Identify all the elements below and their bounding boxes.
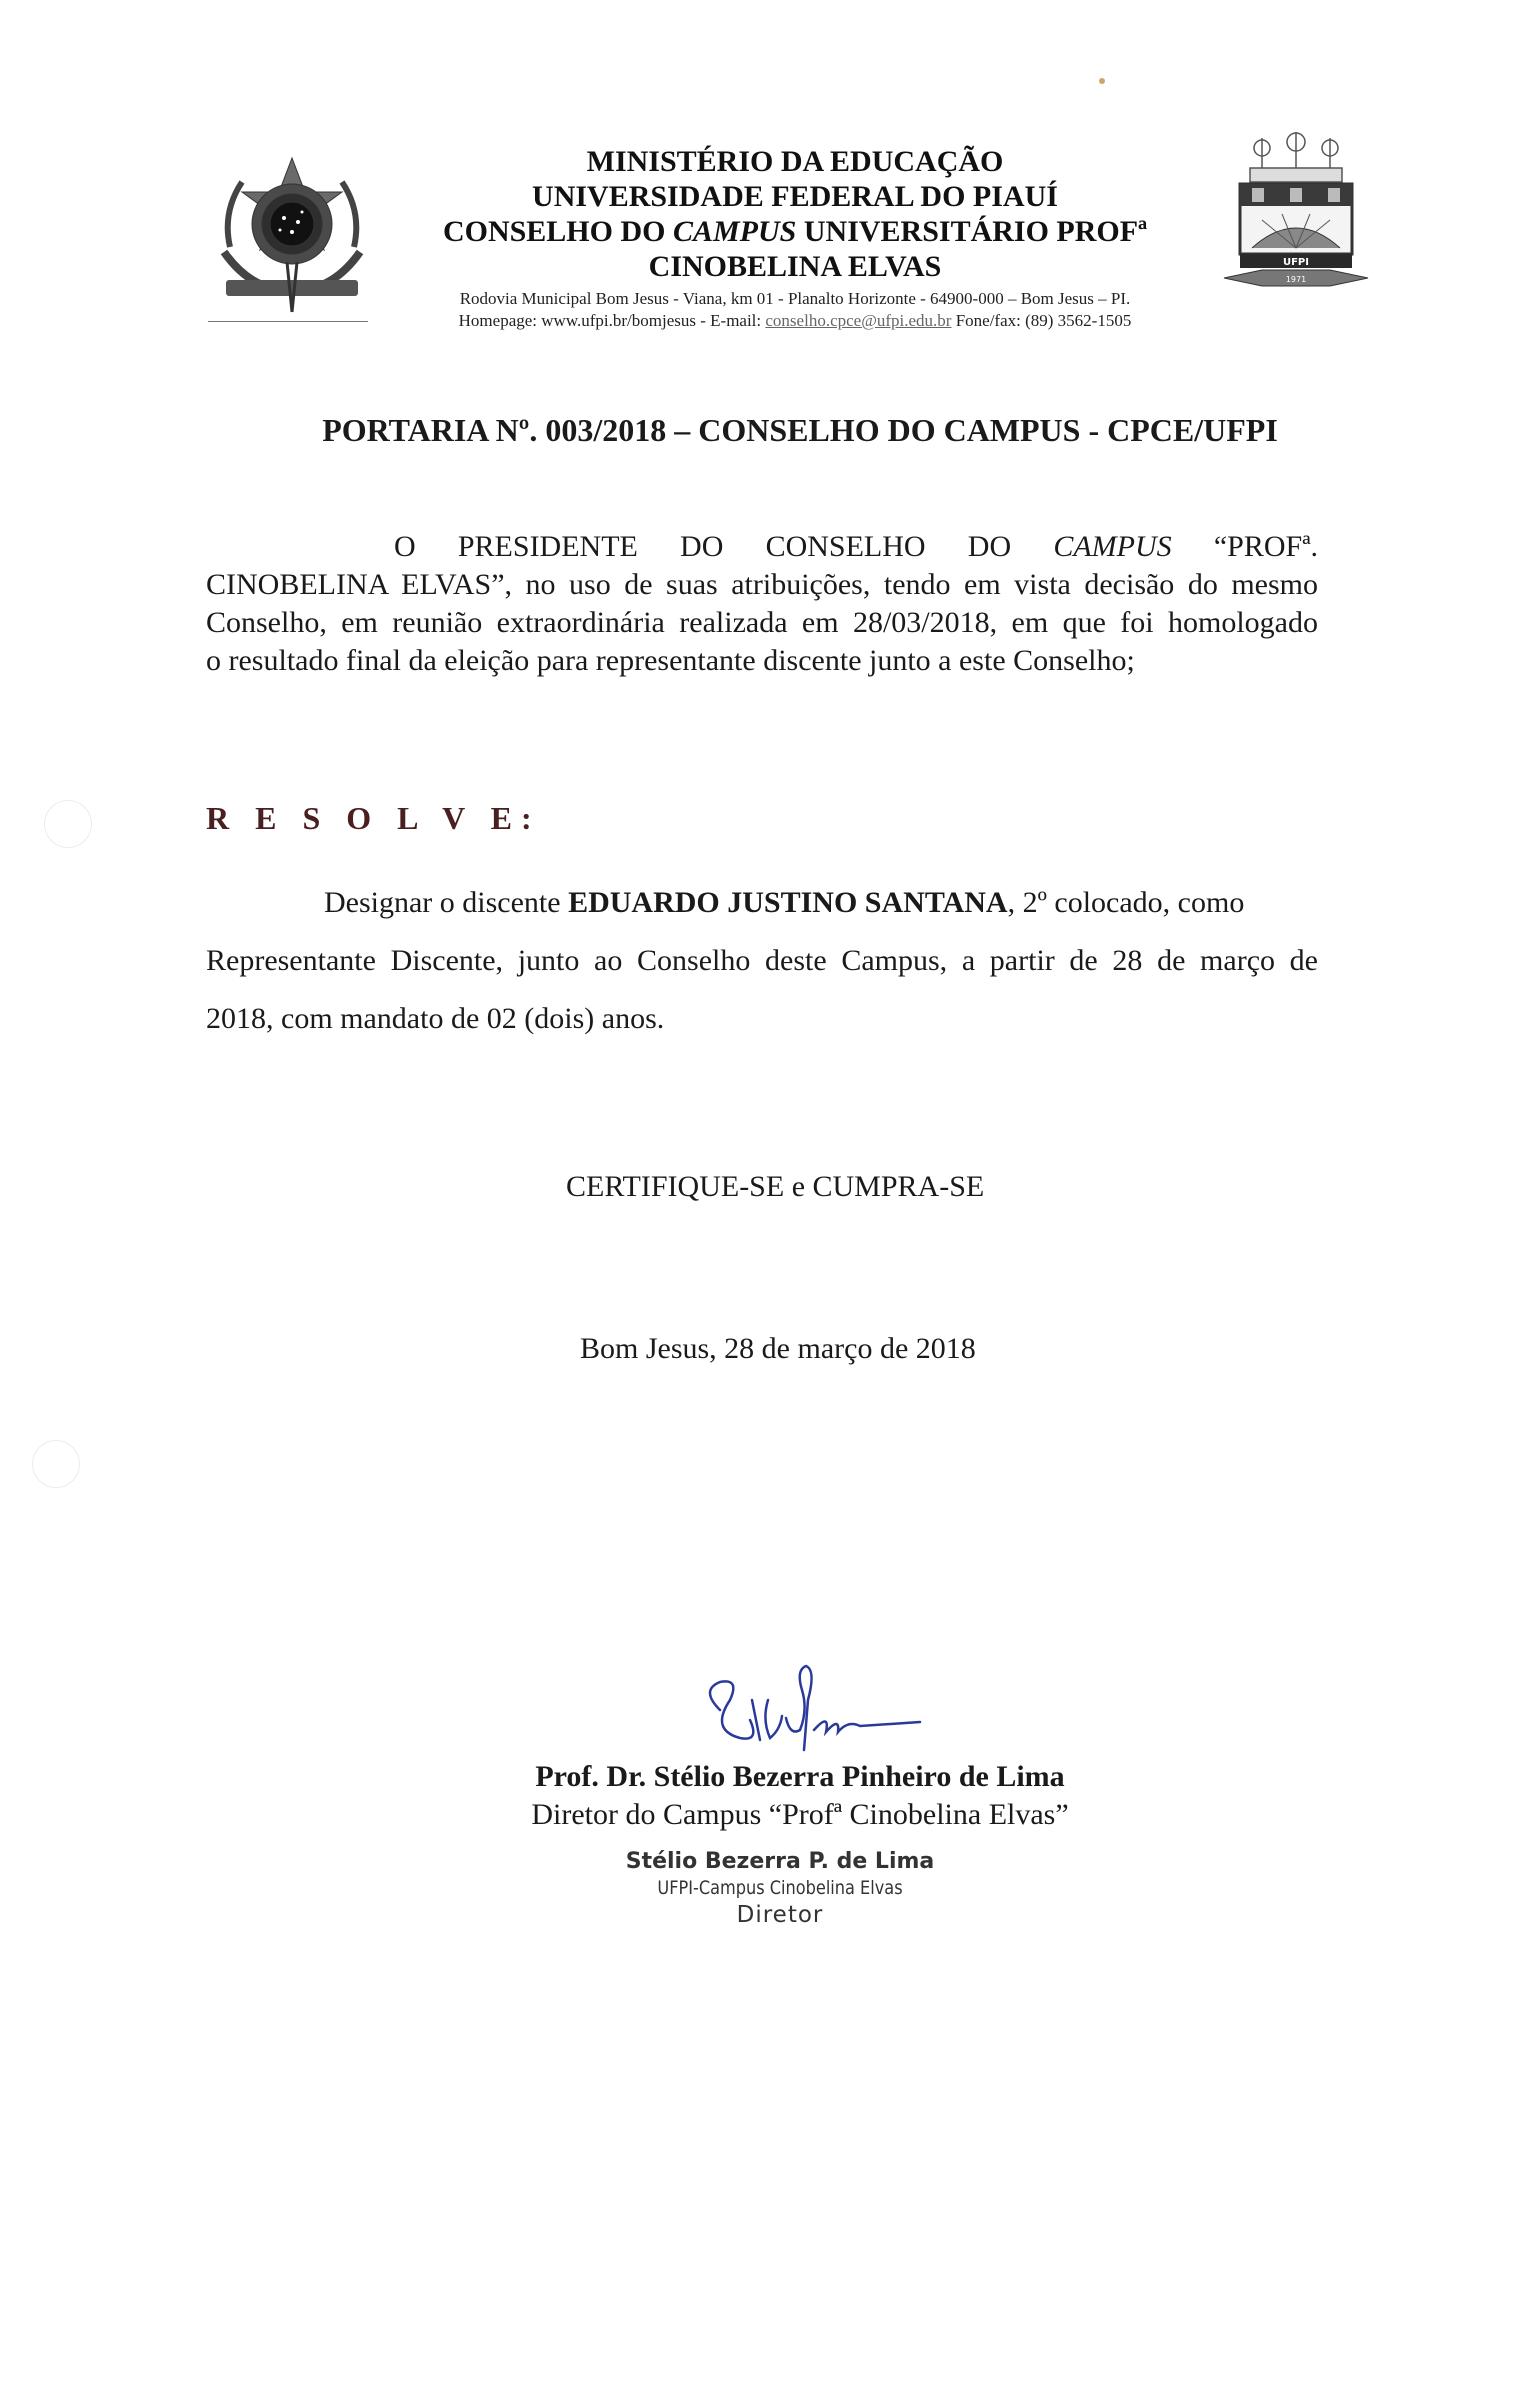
resolve-heading: R E S O L V E: xyxy=(206,800,541,836)
university-line: UNIVERSIDADE FEDERAL DO PIAUÍ xyxy=(532,180,1058,213)
letterhead xyxy=(395,144,1195,332)
preamble-line-2: CINOBELINA ELVAS”, no uso de suas atribuições, tendo em vista decisão do mesmo xyxy=(206,568,1318,601)
preamble-line-3: Conselho, em reunião extraordinária realizada em 28/03/2018, em que foi homologado xyxy=(206,606,1318,639)
email-link[interactable]: conselho.cpce@ufpi.edu.br xyxy=(765,311,952,330)
punch-hole-bottom xyxy=(32,1440,80,1488)
signatory-name: Prof. Dr. Stélio Bezerra Pinheiro de Lima xyxy=(535,1760,1065,1793)
resolution-line-2: Representante Discente, junto ao Conselho deste Campus, a partir de 28 de março de xyxy=(206,944,1318,977)
stamp-role: Diretor xyxy=(736,1902,824,1928)
signatory-title: Diretor do Campus “Profª Cinobelina Elvas” xyxy=(531,1798,1069,1831)
seal-year: 1971 xyxy=(1285,275,1307,284)
certifique-line: CERTIFIQUE-SE e CUMPRA-SE xyxy=(566,1170,985,1203)
date-line: Bom Jesus, 28 de março de 2018 xyxy=(580,1332,976,1365)
preamble-line-4: o resultado final da eleição para representante discente junto a este Conselho; xyxy=(206,644,1135,677)
ministry-line: MINISTÉRIO DA EDUCAÇÃO xyxy=(586,145,1004,178)
ufpi-seal-icon xyxy=(1222,128,1370,303)
document-title: PORTARIA Nº. 003/2018 – CONSELHO DO CAMPUS - CPCE/UFPI xyxy=(322,412,1278,448)
stamp-unit: UFPI-Campus Cinobelina Elvas xyxy=(657,1877,903,1899)
campus-name-line: CINOBELINA ELVAS xyxy=(648,250,942,283)
stamp-name: Stélio Bezerra P. de Lima xyxy=(625,1849,935,1874)
student-name: EDUARDO JUSTINO SANTANA xyxy=(568,886,1008,919)
paper-speck xyxy=(1099,78,1105,84)
address-line: Rodovia Municipal Bom Jesus - Viana, km 01 - Planalto Horizonte - 64900-000 – Bom Jesus – PI. xyxy=(459,289,1131,308)
resolution-line-3: 2018, com mandato de 02 (dois) anos. xyxy=(206,1002,665,1035)
signature-block xyxy=(480,1758,1120,1834)
resolution-line-1: Designar o discente EDUARDO JUSTINO SANTANA, 2º colocado, como xyxy=(324,886,1245,919)
council-line: CONSELHO DO CAMPUS UNIVERSITÁRIO PROFª xyxy=(442,215,1148,248)
preamble-paragraph xyxy=(206,528,1318,680)
brazil-coat-of-arms-icon xyxy=(212,152,372,317)
seal-text: UFPI xyxy=(1282,257,1310,268)
contact-line: Homepage: www.ufpi.br/bomjesus - E-mail: conselho.cpce@ufpi.edu.br Fone/fax: (89) 3562-1505 xyxy=(458,311,1132,330)
punch-hole-top xyxy=(44,800,92,848)
header-divider xyxy=(208,321,368,322)
preamble-line-1: O PRESIDENTE DO CONSELHO DO CAMPUS “PROFª. xyxy=(394,530,1318,563)
resolution-paragraph xyxy=(206,874,1318,1048)
director-stamp xyxy=(610,1848,950,1930)
handwritten-signature xyxy=(690,1660,950,1760)
